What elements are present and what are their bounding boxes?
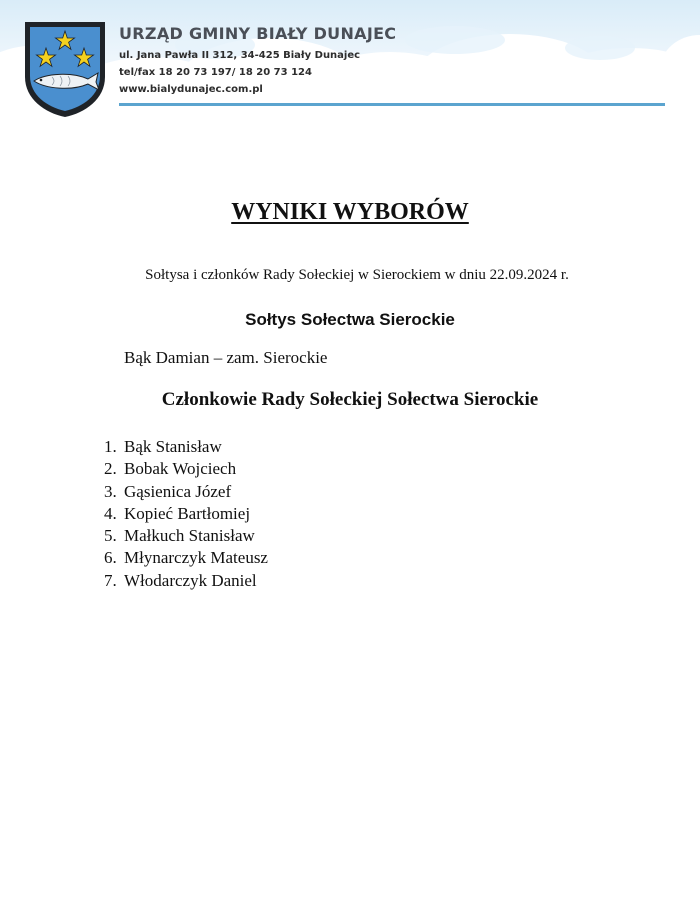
list-item-name: Młynarczyk Mateusz (124, 548, 268, 568)
list-item-name: Bobak Wojciech (124, 459, 237, 479)
office-phone: tel/fax 18 20 73 197/ 18 20 73 124 (119, 67, 312, 78)
list-item-number: 3. (104, 481, 117, 501)
list-item (104, 504, 268, 526)
list-item-name: Bąk Stanisław (124, 437, 222, 456)
list-item-number: 2. (104, 459, 117, 479)
list-item-number: 5. (104, 526, 117, 546)
list-item (104, 459, 268, 481)
office-website-link[interactable]: www.bialydunajec.com.pl (119, 84, 263, 95)
soltys-name: Bąk Damian – zam. Sierockie (124, 348, 328, 367)
list-item (104, 482, 268, 504)
list-item-name: Małkuch Stanisław (124, 526, 255, 546)
list-item-number: 7. (104, 570, 117, 590)
document-title-text: WYNIKI WYBORÓW (231, 199, 469, 225)
list-item (104, 548, 268, 570)
office-name: URZĄD GMINY BIAŁY DUNAJEC (119, 24, 397, 43)
members-list (104, 437, 268, 593)
list-item-name: Gąsienica Józef (124, 481, 232, 501)
list-item-number: 6. (104, 548, 117, 568)
coat-of-arms-icon (22, 19, 108, 119)
list-item-name: Kopieć Bartłomiej (124, 503, 251, 523)
list-item (104, 526, 268, 548)
document-subtitle: Sołtysa i członków Rady Sołeckiej w Sierockiem w dniu 22.09.2024 r. (145, 267, 569, 283)
document-title (0, 199, 700, 226)
list-item-name: Włodarczyk Daniel (124, 570, 257, 590)
list-item-number: 4. (104, 503, 117, 523)
list-item (104, 437, 268, 459)
header-divider (119, 103, 665, 106)
members-heading: Członkowie Rady Sołeckiej Sołectwa Sierockie (161, 389, 539, 410)
list-item-number: 1. (104, 437, 117, 456)
list-item (104, 571, 268, 593)
soltys-heading: Sołtys Sołectwa Sierockie (245, 310, 455, 329)
office-address: ul. Jana Pawła II 312, 34-425 Biały Dunajec (119, 50, 361, 61)
